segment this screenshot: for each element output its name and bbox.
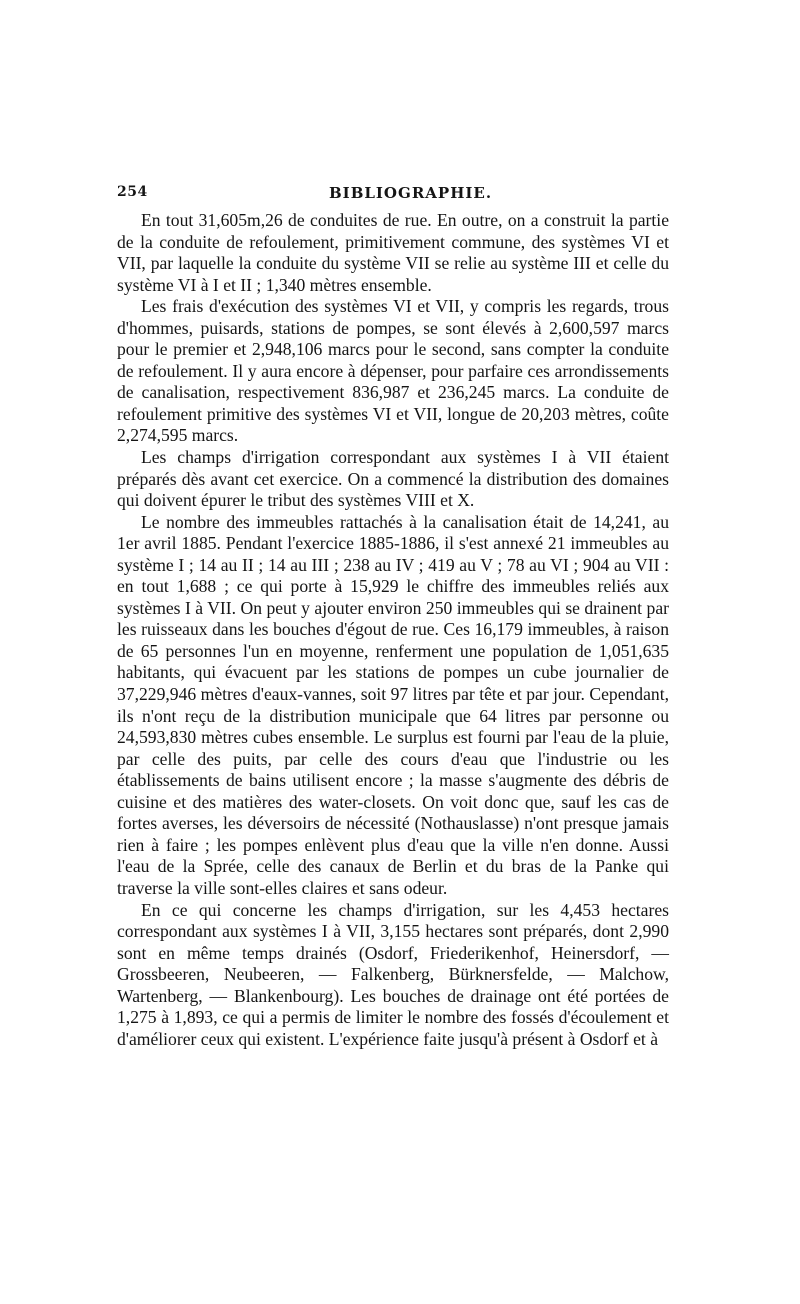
- paragraph-frais: Les frais d'exécution des systèmes VI et VII, y compris les regards, trous d'hommes, puisards, stations de pompes, se sont élevés à 2,600,597 marcs pour le premier et 2,948,106 marcs pour le second, sans compter la conduite de refoulement. Il y aura encore à dépenser, pour parfaire ces arrondissements de canalisation, respectivement 836,987 et 236,245 marcs. La conduite de refoulement primitive des systèmes VI et VII, longue de 20,203 mètres, coûte 2,274,595 marcs.: [117, 296, 669, 446]
- paragraph-irrigation: En ce qui concerne les champs d'irrigation, sur les 4,453 hectares correspondant aux systèmes I à VII, 3,155 hectares sont préparés, dont 2,990 sont en même temps drainés (Osdorf, Friederikenhof, Heinersdorf, — Grossbeeren, Neubeeren, — Falkenberg, Bürknersfelde, — Malchow, Wartenberg, — Blankenbourg). Les bouches de drainage ont été portées de 1,275 à 1,893, ce qui a permis de limiter le nombre des fossés d'écoulement et d'améliorer ceux qui existent. L'expérience faite jusqu'à présent à Osdorf et à: [117, 899, 669, 1049]
- paragraph-immeubles: Le nombre des immeubles rattachés à la canalisation était de 14,241, au 1er avril 1885. Pendant l'exercice 1885-1886, il s'est annexé 21 immeubles au système I ; 14 au II ; 14 au III ; 238 au IV ; 419 au V ; 78 au VI ; 904 au VII : en tout 1,688 ; ce qui porte à 15,929 le chiffre des immeubles reliés aux systèmes I à VII. On peut y ajouter environ 250 immeubles qui se drainent par les ruisseaux dans les bouches d'égout de rue. Ces 16,179 immeubles, à raison de 65 personnes l'un en moyenne, renferment une population de 1,051,635 habitants, qui évacuent par les stations de pompes un cube journalier de 37,229,946 mètres d'eaux-vannes, soit 97 litres par tête et par jour. Cependant, ils n'ont reçu de la distribution municipale que 64 litres par personne ou 24,593,830 mètres cubes ensemble. Le surplus est fourni par l'eau de la pluie, par celle des puits, par celle des cours d'eau que l'industrie ou les établissements de bains utilisent encore ; la masse s'augmente des débris de cuisine et des matières des water-closets. On voit donc que, sauf les cas de fortes averses, les déversoirs de nécessité (Nothauslasse) n'ont presque jamais rien à faire ; les pompes enlèvent plus d'eau que la ville n'en donne. Aussi l'eau de la Sprée, celle des canaux de Berlin et du bras de la Panke qui traverse la ville sont-elles claires et sans odeur.: [117, 511, 669, 898]
- body-text: [117, 210, 669, 1050]
- paragraph-conduites: En tout 31,605m,26 de conduites de rue. En outre, on a construit la partie de la conduite de refoulement, primitivement commune, des systèmes VI et VII, par laquelle la conduite du système VII se relie au système III et celle du système VI à I et II ; 1,340 mètres ensemble.: [117, 210, 669, 295]
- page-header: [117, 184, 669, 208]
- page-number: 254: [117, 184, 148, 200]
- running-title: BIBLIOGRAPHIE.: [329, 184, 493, 202]
- paragraph-champs: Les champs d'irrigation correspondant aux systèmes I à VII étaient préparés dès avant cet exercice. On a commencé la distribution des domaines qui doivent épurer le tribut des systèmes VIII et X.: [117, 447, 669, 511]
